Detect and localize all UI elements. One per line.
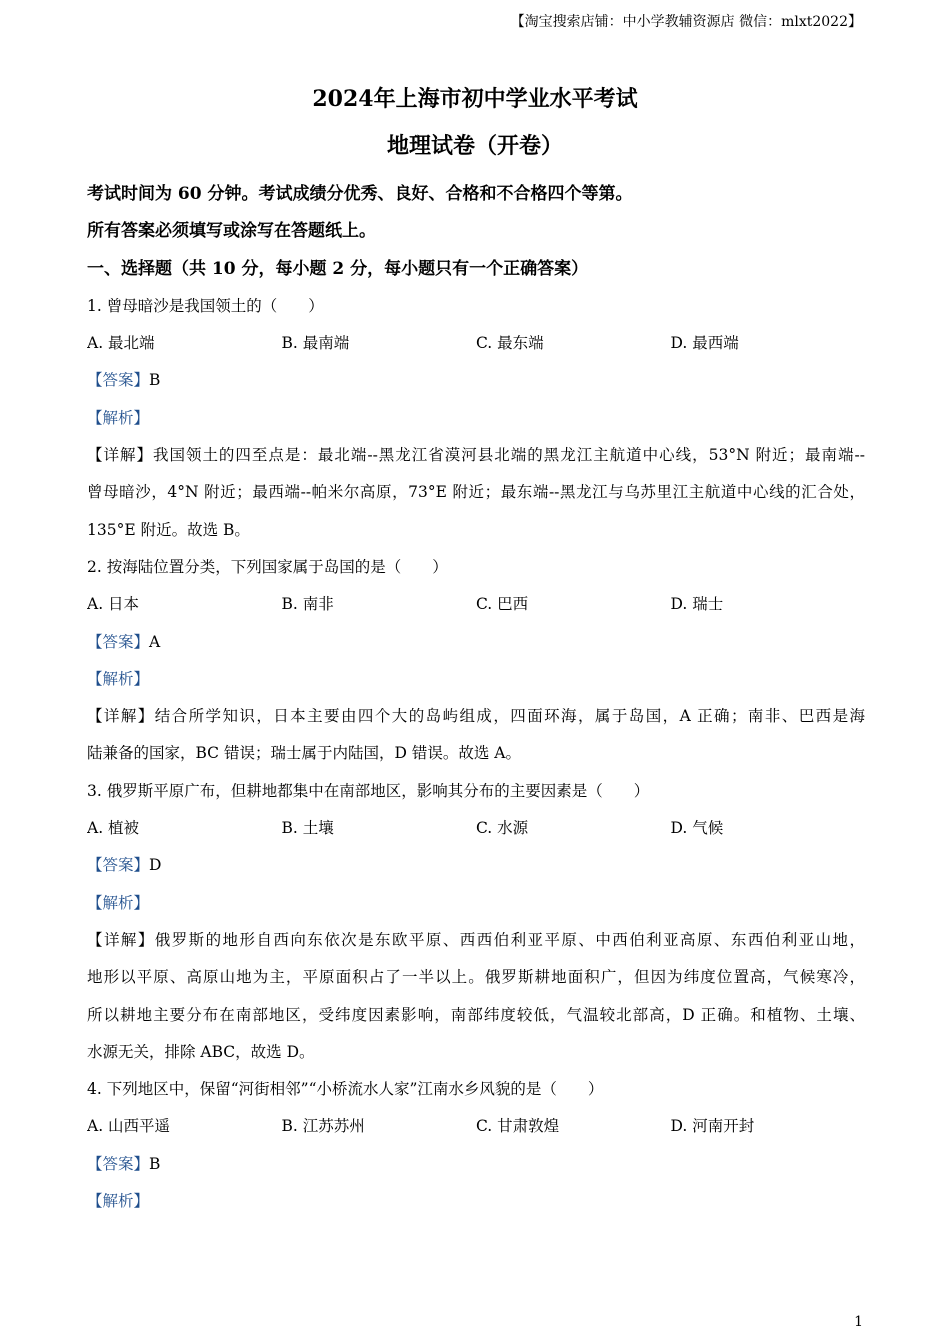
question-stem: 4. 下列地区中，保留“河街相邻”“小桥流水人家”江南水乡风貌的是（ ） bbox=[87, 1080, 604, 1099]
option-a: A. 植被 bbox=[87, 819, 140, 838]
detail-label: 【详解】 bbox=[87, 707, 155, 726]
option-row bbox=[87, 586, 865, 623]
option-row bbox=[87, 810, 865, 847]
answer-value: B bbox=[149, 1154, 161, 1173]
answer-line bbox=[87, 1146, 865, 1183]
option-b: B. 江苏苏州 bbox=[281, 1117, 365, 1136]
option-a: A. 最北端 bbox=[87, 334, 155, 353]
answer-line bbox=[87, 624, 865, 661]
exam-subtitle: 地理试卷（开卷） bbox=[386, 133, 563, 159]
option-d: D. 河南开封 bbox=[670, 1117, 755, 1136]
answer-label: 【答案】 bbox=[87, 371, 150, 390]
detail-text: 俄罗斯的地形自西向东依次是东欧平原、西西伯利亚平原、中西伯利亚高原、东西伯利亚山地， bbox=[154, 930, 865, 949]
analysis-label: 【解析】 bbox=[87, 1192, 150, 1211]
answer-label: 【答案】 bbox=[87, 856, 150, 875]
section-title: 一、选择题（共 10 分，每小题 2 分，每小题只有一个正确答案） bbox=[87, 258, 589, 279]
analysis-label: 【解析】 bbox=[87, 893, 150, 912]
answer-value: B bbox=[149, 371, 161, 390]
detail-label: 【详解】 bbox=[87, 930, 155, 949]
answer-label: 【答案】 bbox=[87, 1154, 150, 1173]
detail-line: 曾母暗沙，4°N 附近；最西端--帕米尔高原，73°E 附近；最东端--黑龙江与乌苏里江主航道中心线的汇合处， bbox=[87, 483, 865, 502]
option-b: B. 土壤 bbox=[281, 819, 334, 838]
option-c: C. 甘肃敦煌 bbox=[476, 1117, 560, 1136]
option-b: B. 最南端 bbox=[281, 334, 350, 353]
analysis-line bbox=[87, 400, 865, 437]
option-d: D. 瑞士 bbox=[670, 595, 724, 614]
answer-line bbox=[87, 847, 865, 884]
option-c: C. 巴西 bbox=[476, 595, 529, 614]
detail-line: 135°E 附近。故选 B。 bbox=[87, 520, 250, 539]
detail-line: 所以耕地主要分布在南部地区，受纬度因素影响，南部纬度较低，气温较北部高，D 正确。和植物、土壤、 bbox=[87, 1005, 865, 1024]
analysis-label: 【解析】 bbox=[87, 669, 150, 688]
document-body bbox=[87, 176, 865, 1220]
analysis-label: 【解析】 bbox=[87, 408, 150, 427]
option-a: A. 日本 bbox=[87, 595, 140, 614]
option-d: D. 最西端 bbox=[670, 334, 739, 353]
detail-line: 地形以平原、高原山地为主，平原面积占了一半以上。俄罗斯耕地面积广，但因为纬度位置高，气候寒冷， bbox=[87, 968, 865, 987]
question-stem: 2. 按海陆位置分类，下列国家属于岛国的是（ ） bbox=[87, 557, 448, 576]
exam-note: 考试时间为 60 分钟。考试成绩分优秀、良好、合格和不合格四个等第。 bbox=[87, 184, 633, 204]
exam-note: 所有答案必须填写或涂写在答题纸上。 bbox=[87, 221, 376, 242]
analysis-line bbox=[87, 1183, 865, 1220]
analysis-line bbox=[87, 661, 865, 698]
option-c: C. 水源 bbox=[476, 819, 529, 838]
answer-label: 【答案】 bbox=[87, 632, 150, 651]
option-d: D. 气候 bbox=[670, 819, 724, 838]
detail-line bbox=[87, 698, 865, 735]
question-stem: 1. 曾母暗沙是我国领土的（ ） bbox=[87, 296, 324, 315]
page-number: 1 bbox=[854, 1314, 863, 1330]
detail-text: 我国领土的四至点是：最北端--黑龙江省漠河县北端的黑龙江主航道中心线，53°N 附近；最南端-- bbox=[152, 446, 865, 465]
option-row bbox=[87, 1108, 865, 1145]
detail-line: 陆兼备的国家，BC 错误；瑞士属于内陆国，D 错误。故选 A。 bbox=[87, 744, 521, 763]
option-c: C. 最东端 bbox=[476, 334, 544, 353]
detail-line: 水源无关，排除 ABC，故选 D。 bbox=[87, 1042, 315, 1061]
option-row bbox=[87, 325, 865, 362]
header-note: 【淘宝搜索店铺：中小学教辅资源店 微信：mlxt2022】 bbox=[510, 14, 862, 30]
option-b: B. 南非 bbox=[281, 595, 334, 614]
option-a: A. 山西平遥 bbox=[87, 1117, 171, 1136]
analysis-line bbox=[87, 885, 865, 922]
answer-line bbox=[87, 362, 865, 399]
question-stem: 3. 俄罗斯平原广布，但耕地都集中在南部地区，影响其分布的主要因素是（ ） bbox=[87, 781, 650, 800]
detail-line bbox=[87, 922, 865, 959]
answer-value: D bbox=[149, 856, 162, 875]
detail-line bbox=[87, 437, 865, 474]
exam-title: 2024年上海市初中学业水平考试 bbox=[312, 86, 638, 112]
answer-value: A bbox=[149, 632, 161, 651]
detail-text: 结合所学知识，日本主要由四个大的岛屿组成，四面环海，属于岛国，A 正确；南非、巴西是海 bbox=[154, 707, 865, 726]
detail-label: 【详解】 bbox=[87, 446, 153, 465]
